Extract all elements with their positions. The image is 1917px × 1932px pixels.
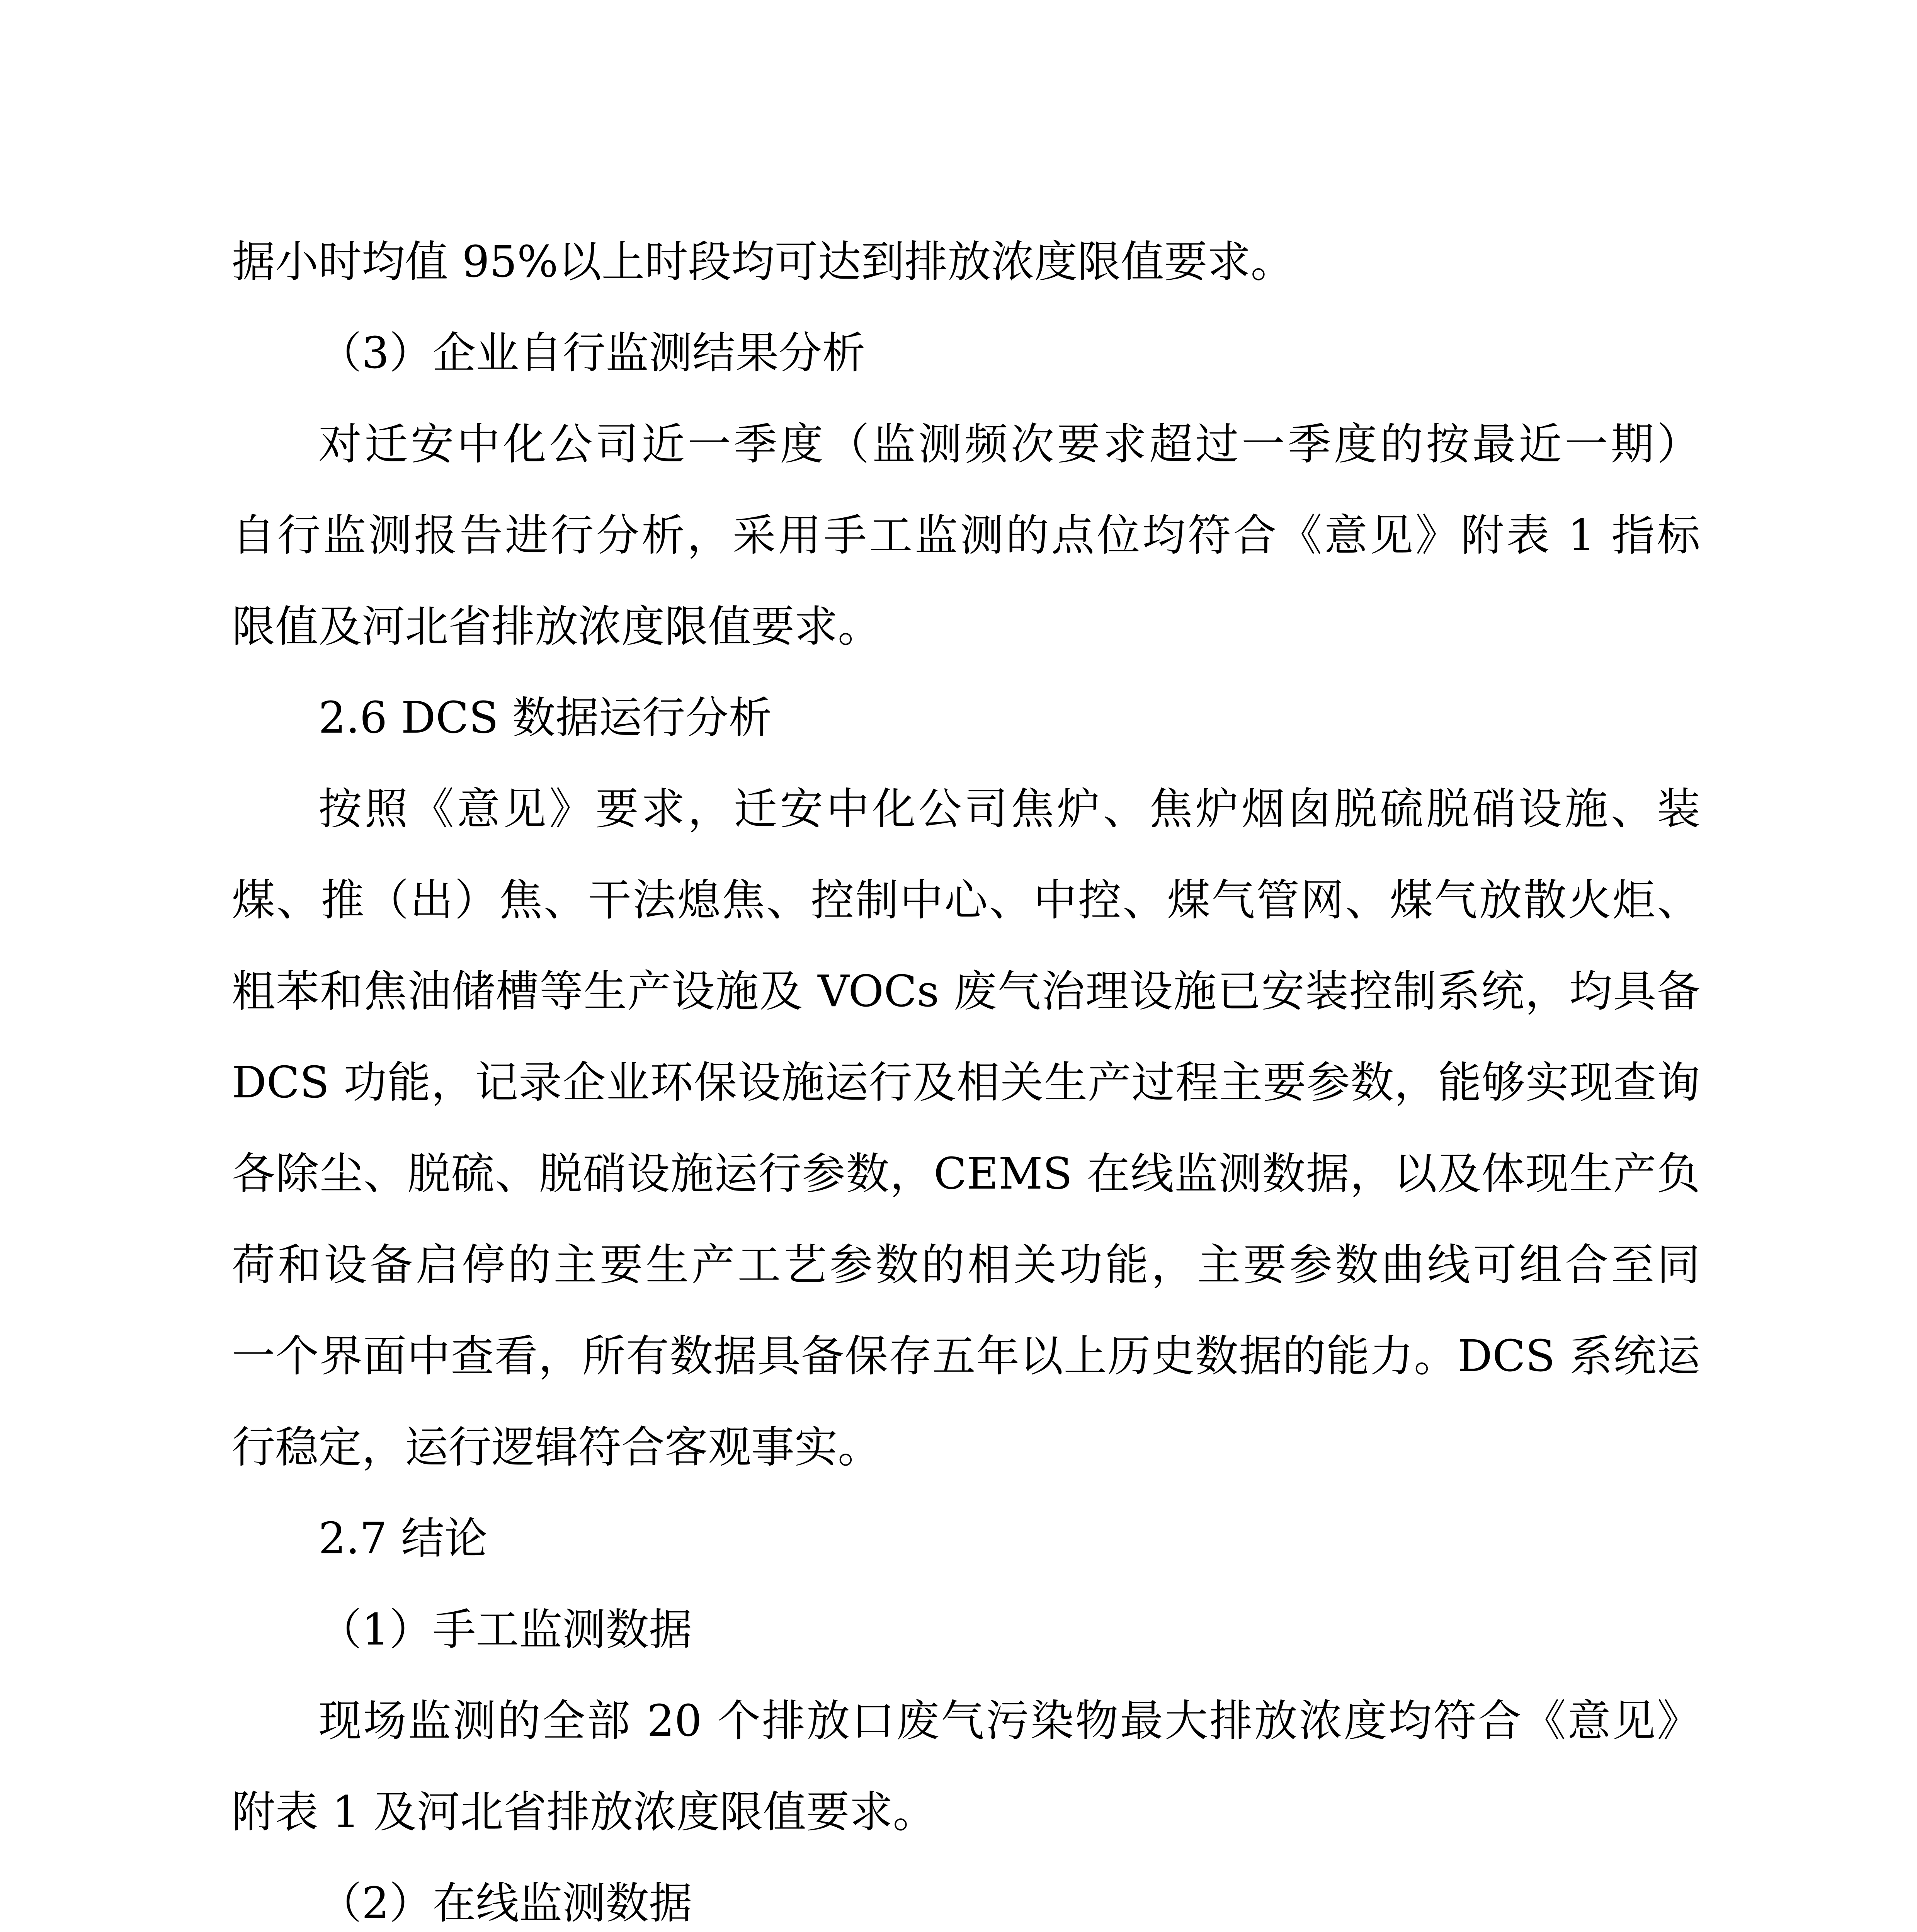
text-line: 据小时均值 95%以上时段均可达到排放浓度限值要求。 bbox=[232, 237, 1294, 287]
text-line: 粗苯和焦油储槽等生产设施及 VOCs 废气治理设施已安装控制系统，均具备 bbox=[232, 966, 1700, 1017]
section-heading: （3）企业自行监测结果分析 bbox=[318, 328, 866, 378]
text-line: 行稳定，运行逻辑符合客观事实。 bbox=[232, 1422, 881, 1473]
text-line: 按照《意见》要求，迁安中化公司焦炉、焦炉烟囱脱硫脱硝设施、装 bbox=[318, 784, 1700, 834]
section-heading: 2.6 DCS 数据运行分析 bbox=[318, 693, 772, 743]
text-line: 限值及河北省排放浓度限值要求。 bbox=[232, 602, 881, 652]
text-line: 自行监测报告进行分析，采用手工监测的点位均符合《意见》附表 1 指标 bbox=[232, 510, 1700, 561]
text-line: 荷和设备启停的主要生产工艺参数的相关功能，主要参数曲线可组合至同 bbox=[232, 1240, 1700, 1290]
text-line: 现场监测的全部 20 个排放口废气污染物最大排放浓度均符合《意见》 bbox=[318, 1696, 1700, 1746]
body-text bbox=[232, 216, 1700, 1932]
section-heading: （2）在线监测数据 bbox=[318, 1878, 692, 1929]
text-line: 对迁安中化公司近一季度（监测频次要求超过一季度的按最近一期） bbox=[318, 419, 1700, 469]
text-line: 各除尘、脱硫、脱硝设施运行参数，CEMS 在线监测数据，以及体现生产负 bbox=[232, 1149, 1700, 1199]
text-line: 煤、推（出）焦、干法熄焦、控制中心、中控、煤气管网、煤气放散火炬、 bbox=[232, 875, 1700, 925]
text-line: 一个界面中查看，所有数据具备保存五年以上历史数据的能力。DCS 系统运 bbox=[232, 1331, 1700, 1381]
text-line: DCS 功能，记录企业环保设施运行及相关生产过程主要参数，能够实现查询 bbox=[232, 1058, 1700, 1108]
section-heading: （1）手工监测数据 bbox=[318, 1605, 692, 1655]
text-line: 附表 1 及河北省排放浓度限值要求。 bbox=[232, 1787, 936, 1837]
section-heading: 2.7 结论 bbox=[318, 1514, 488, 1564]
